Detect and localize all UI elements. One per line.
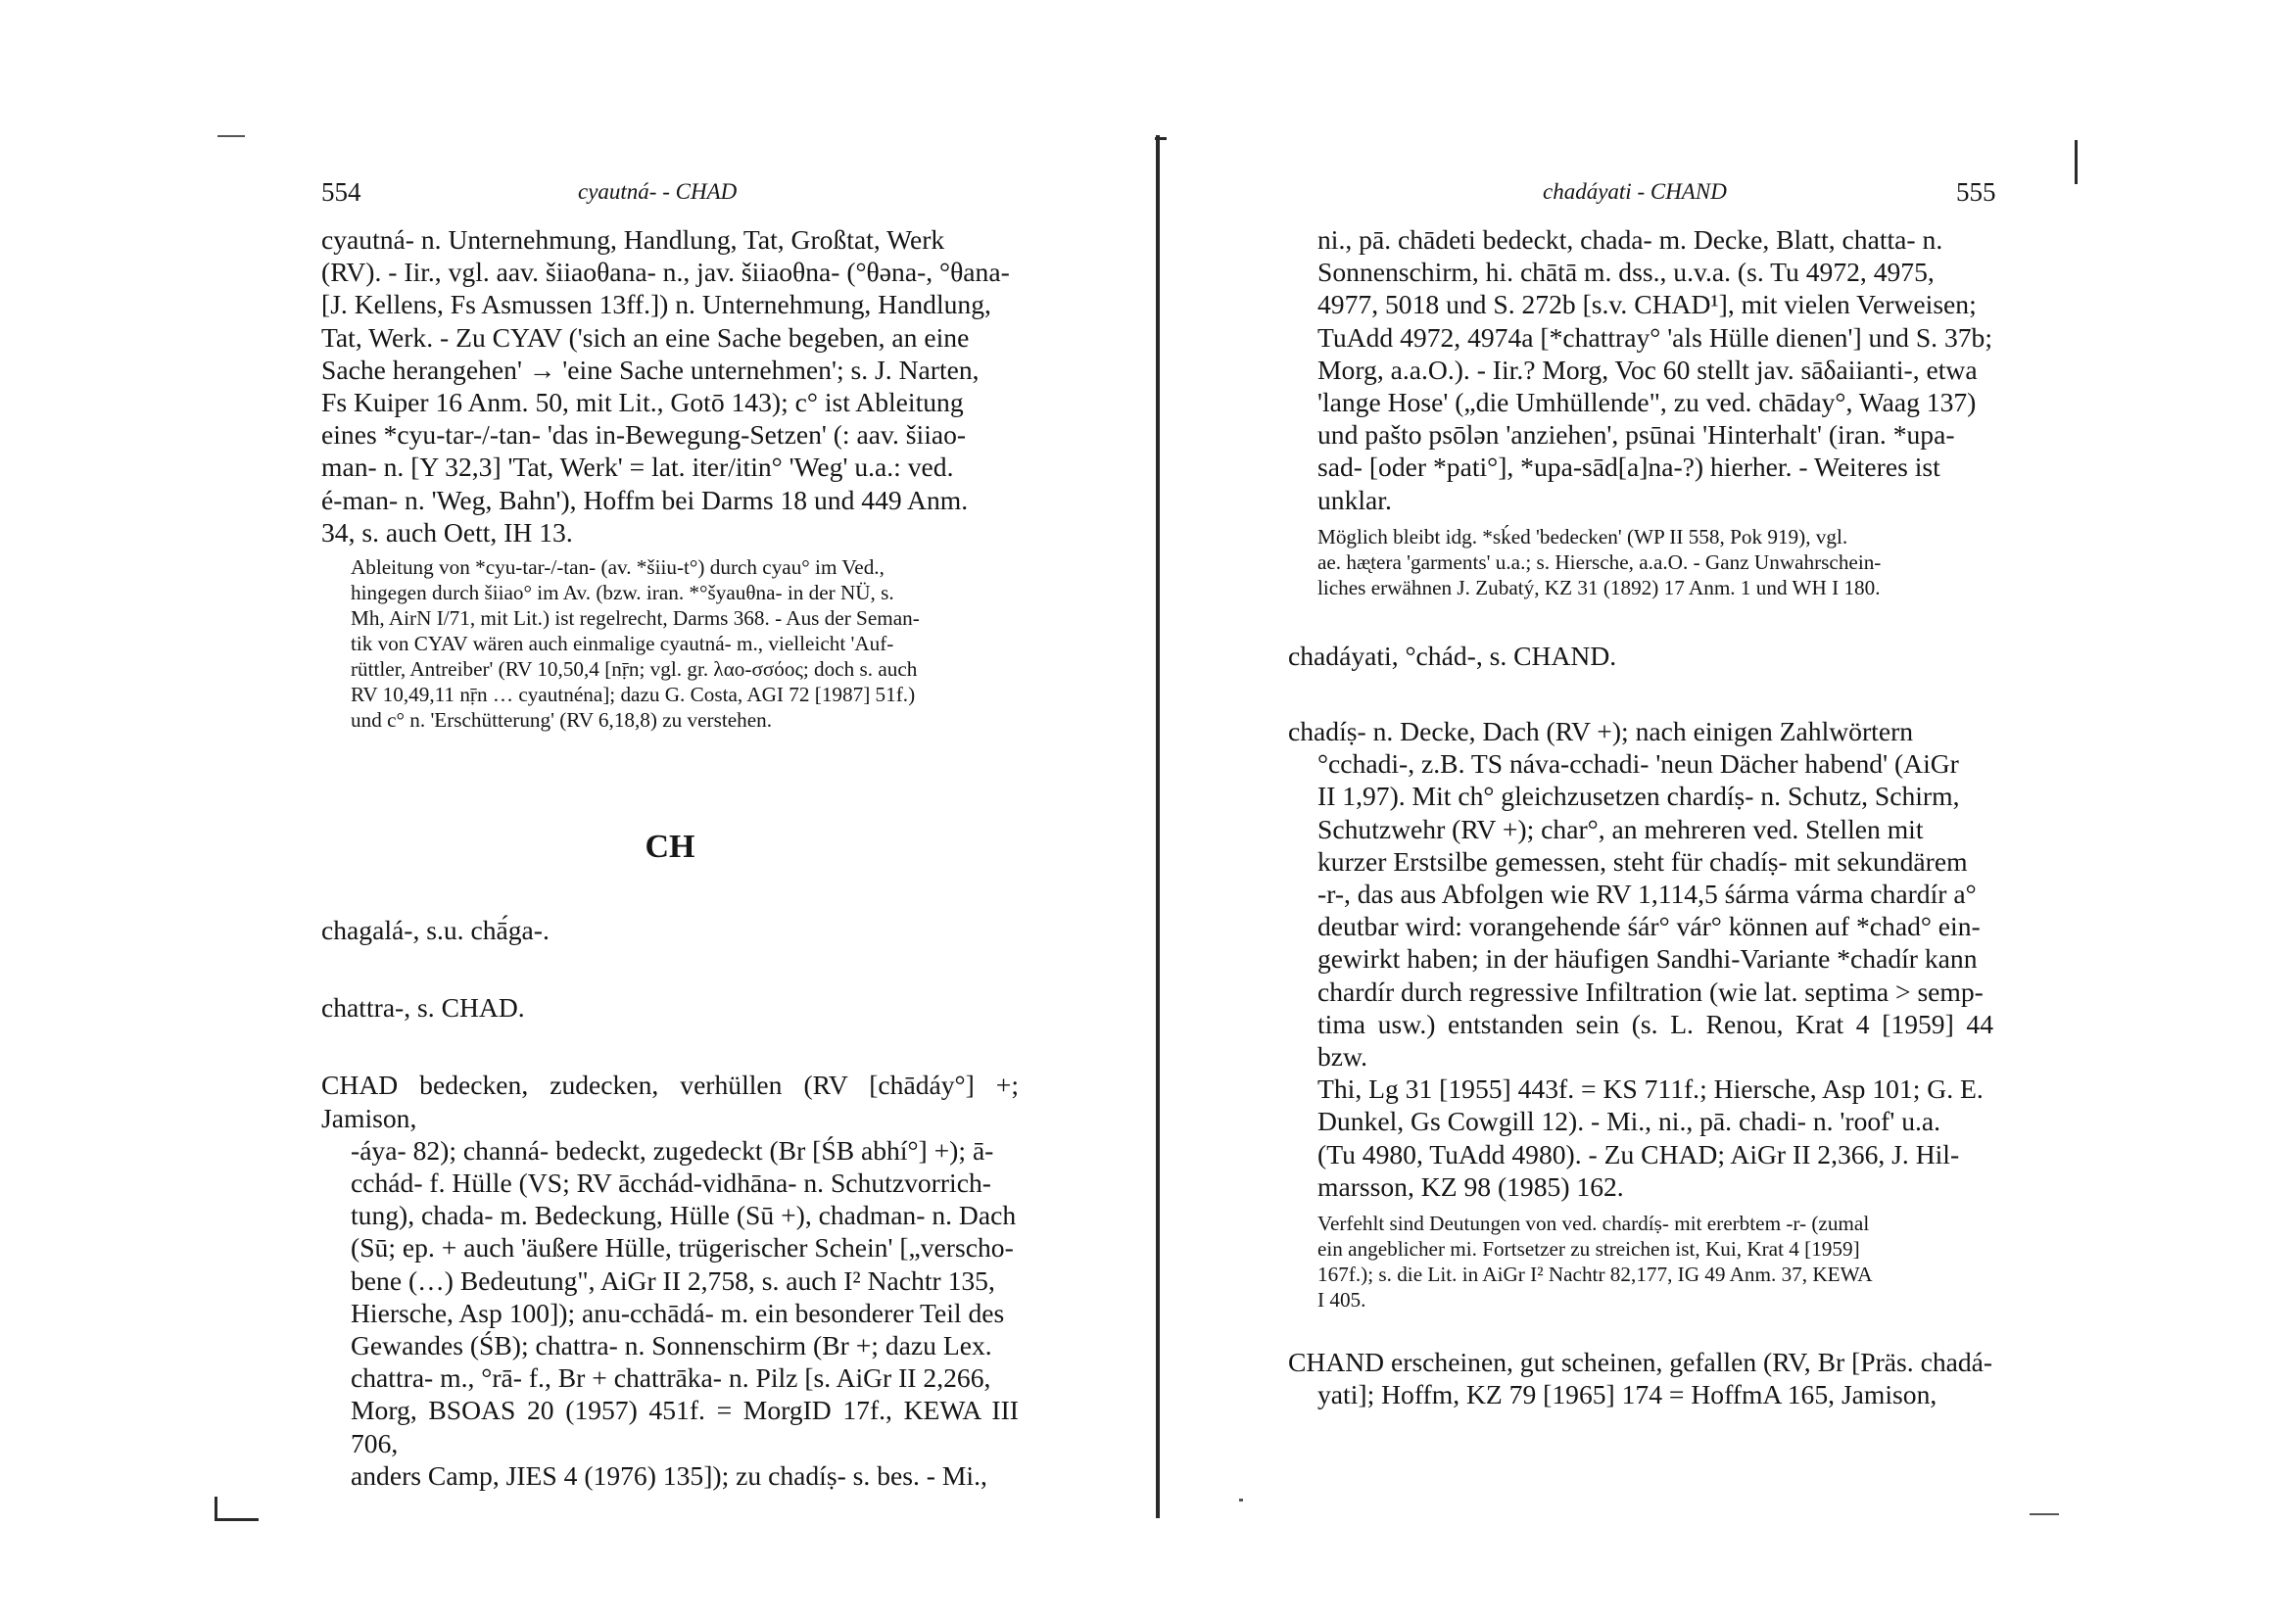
entry-chagala: chagalá-, s.u. chā́ga-. bbox=[321, 915, 550, 946]
entry-cyautna bbox=[321, 223, 1019, 549]
note-line: rüttler, Antreiber' (RV 10,50,4 [nṝn; vgl. gr. λαο-σσόος; doch s. auch bbox=[351, 657, 918, 682]
text-line: sad- [oder *pati°], *upa-sād[a]na-?) hierher. - Weiteres ist bbox=[1317, 452, 1940, 483]
text-line: CHAD bedecken, zudecken, verhüllen (RV [chādáy°] +; Jamison, bbox=[321, 1070, 1019, 1133]
text-line: °cchadi-, z.B. TS náva-cchadi- 'neun Dächer habend' (AiGr bbox=[1317, 748, 1959, 780]
note-line: 167f.); s. die Lit. in AiGr I² Nachtr 82,177, IG 49 Anm. 37, KEWA bbox=[1317, 1263, 1873, 1287]
right-text-column bbox=[1288, 223, 1993, 1410]
text-line: deutbar wird: vorangehende śár° vár° können auf *chad° ein- bbox=[1317, 911, 1981, 942]
note-line: liches erwähnen J. Zubatý, KZ 31 (1892) 17 Anm. 1 und WH I 180. bbox=[1317, 575, 1881, 599]
text-line: CHAND erscheinen, gut scheinen, gefallen (RV, Br [Präs. chadá- bbox=[1288, 1347, 1993, 1378]
note-line: Mh, AirN I/71, mit Lit.) ist regelrecht, Darms 368. - Aus der Seman- bbox=[351, 606, 920, 631]
text-line: -áya- 82); channá- bedeckt, zugedeckt (Br [ŚB abhí°] +); ā- bbox=[351, 1134, 994, 1166]
text-line: man- n. [Y 32,3] 'Tat, Werk' = lat. iter/itin° 'Weg' u.a.: ved. bbox=[321, 452, 954, 483]
text-line: 4977, 5018 und S. 272b [s.v. CHAD¹], mit vielen Verweisen; bbox=[1317, 289, 1977, 320]
book-gutter-line bbox=[1156, 135, 1160, 1518]
footnote-cyautna bbox=[321, 554, 1019, 733]
text-line: eines *cyu-tar-/-tan- 'das in-Bewegung-Setzen' (: aav. šiiao- bbox=[321, 419, 967, 451]
text-line: TuAdd 4972, 4974a [*chattray° 'als Hülle dienen'] und S. 37b; bbox=[1317, 321, 1993, 353]
text-line: (Tu 4980, TuAdd 4980). - Zu CHAD; AiGr II 2,366, J. Hil- bbox=[1317, 1138, 1960, 1169]
text-line: unklar. bbox=[1317, 484, 1392, 515]
entry-chand bbox=[1288, 1346, 1993, 1410]
text-line: tima usw.) entstanden sein (s. L. Renou, Krat 4 [1959] 44 bzw. bbox=[1317, 1008, 1993, 1073]
text-line: chattra- m., °rā- f., Br + chattrāka- n. Pilz [s. AiGr II 2,266, bbox=[351, 1362, 991, 1394]
text-line: [J. Kellens, Fs Asmussen 13ff.]) n. Unternehmung, Handlung, bbox=[321, 289, 991, 320]
right-page bbox=[1161, 0, 2296, 1622]
note-line: I 405. bbox=[1317, 1288, 1366, 1312]
section-spacer bbox=[321, 733, 1019, 914]
text-line: gewirkt haben; in der häufigen Sandhi-Variante *chadír kann bbox=[1317, 943, 1978, 975]
entry-chad-continuation bbox=[1288, 223, 1993, 516]
text-line: Sonnenschirm, hi. chātā m. dss., u.v.a. (s. Tu 4972, 4975, bbox=[1317, 257, 1935, 288]
entry-chadayati: chadáyati, °chád-, s. CHAND. bbox=[1288, 640, 1617, 671]
entry-chattra: chattra-, s. CHAD. bbox=[321, 992, 525, 1024]
running-head: cyautná- - CHAD bbox=[578, 179, 738, 204]
text-line: (RV). - Iir., vgl. aav. šiiaoθana- n., jav. šiiaoθna- (°θəna-, °θana- bbox=[321, 257, 1010, 288]
text-line: Schutzwehr (RV +); char°, an mehreren ved. Stellen mit bbox=[1317, 813, 1924, 844]
text-line: Sache herangehen' → 'eine Sache unternehmen'; s. J. Narten, bbox=[321, 354, 980, 385]
note-line: Ableitung von *cyu-tar-/-tan- (av. *šiiu-t°) durch cyau° im Ved., bbox=[351, 555, 885, 580]
text-line: 34, s. auch Oett, IH 13. bbox=[321, 516, 573, 548]
text-line: cchád- f. Hülle (VS; RV ācchád-vidhāna- n. Schutzvorrich- bbox=[351, 1168, 991, 1199]
entry-chad bbox=[321, 1069, 1019, 1492]
text-line: -r-, das aus Abfolgen wie RV 1,114,5 śárma várma chardír a° bbox=[1317, 879, 1977, 910]
text-line: Morg, BSOAS 20 (1957) 451f. = MorgID 17f., KEWA III 706, bbox=[351, 1395, 1019, 1458]
entry-chadis bbox=[1288, 715, 1993, 1203]
text-line: Tat, Werk. - Zu CYAV ('sich an eine Sache begeben, an eine bbox=[321, 321, 970, 353]
text-line: Hiersche, Asp 100]); anu-cchādá- m. ein besonderer Teil des bbox=[351, 1297, 1005, 1328]
text-line: cyautná- n. Unternehmung, Handlung, Tat, Großtat, Werk bbox=[321, 224, 945, 255]
text-line: II 1,97). Mit ch° gleichzusetzen chardíṣ- n. Schutz, Schirm, bbox=[1317, 781, 1960, 812]
text-line: ni., pā. chādeti bedeckt, chada- m. Decke, Blatt, chatta- n. bbox=[1317, 224, 1943, 255]
text-line: chadíṣ- n. Decke, Dach (RV +); nach einigen Zahlwörtern bbox=[1288, 716, 1914, 747]
text-line: marsson, KZ 98 (1985) 162. bbox=[1317, 1170, 1624, 1202]
note-line: ein angeblicher mi. Fortsetzer zu streichen ist, Kui, Krat 4 [1959] bbox=[1317, 1237, 1860, 1262]
text-line: Thi, Lg 31 [1955] 443f. = KS 711f.; Hiersche, Asp 101; G. E. bbox=[1317, 1073, 1984, 1105]
footnote-chadis bbox=[1288, 1211, 1993, 1312]
note-line: tik von CYAV wären auch einmalige cyautná- m., vielleicht 'Auf- bbox=[351, 632, 894, 656]
note-line: Verfehlt sind Deutungen von ved. chardíṣ- mit ererbtem -r- (zumal bbox=[1317, 1212, 1870, 1236]
text-line: kurzer Erstsilbe gemessen, steht für chadíṣ- mit sekundärem bbox=[1317, 845, 1968, 877]
note-line: RV 10,49,11 nṝn … cyautnéna]; dazu G. Costa, AGI 72 [1987] 51f.) bbox=[351, 683, 916, 707]
text-line: anders Camp, JIES 4 (1976) 135]); zu chadíṣ- s. bes. - Mi., bbox=[351, 1459, 987, 1491]
left-page bbox=[0, 0, 1146, 1622]
note-line: Möglich bleibt idg. *sḱed 'bedecken' (WP II 558, Pok 919), vgl. bbox=[1317, 524, 1848, 549]
page-number: 555 bbox=[1956, 177, 1996, 207]
footnote-chad bbox=[1288, 524, 1993, 600]
text-line: (Sū; ep. + auch 'äußere Hülle, trügerischer Schein' [„verscho- bbox=[351, 1232, 1014, 1264]
text-line: tung), chada- m. Bedeckung, Hülle (Sū +), chadman- n. Dach bbox=[351, 1200, 1017, 1231]
section-heading: CH bbox=[645, 829, 695, 866]
text-line: bene (…) Bedeutung", AiGr II 2,758, s. auch I² Nachtr 135, bbox=[351, 1264, 995, 1296]
text-line: yati]; Hoffm, KZ 79 [1965] 174 = HoffmA 165, Jamison, bbox=[1317, 1379, 1937, 1410]
note-line: hingegen durch šiiao° im Av. (bzw. iran. *°šyauθna- in der NÜ, s. bbox=[351, 581, 894, 605]
text-line: 'lange Hose' („die Umhüllende", zu ved. chāday°, Waag 137) bbox=[1317, 387, 1977, 418]
text-line: Gewandes (ŚB); chattra- n. Sonnenschirm (Br +; dazu Lex. bbox=[351, 1330, 992, 1361]
page-number: 554 bbox=[321, 177, 361, 207]
running-head: chadáyati - CHAND bbox=[1543, 179, 1727, 204]
text-line: und pašto psōlən 'anziehen', psūnai 'Hinterhalt' (iran. *upa- bbox=[1317, 419, 1955, 451]
note-line: ae. hæ̨tera 'garments' u.a.; s. Hiersche, a.a.O. - Ganz Unwahrschein- bbox=[1317, 549, 1882, 574]
text-line: é-man- n. 'Weg, Bahn'), Hoffm bei Darms 18 und 449 Anm. bbox=[321, 484, 969, 515]
text-line: Dunkel, Gs Cowgill 12). - Mi., ni., pā. chadi- n. 'roof' u.a. bbox=[1317, 1106, 1941, 1137]
left-text-column bbox=[321, 223, 1019, 1492]
text-line: chardír durch regressive Infiltration (wie lat. septima > semp- bbox=[1317, 976, 1984, 1007]
text-line: Fs Kuiper 16 Anm. 50, mit Lit., Gotō 143); c° ist Ableitung bbox=[321, 387, 964, 418]
text-line: Morg, a.a.O.). - Iir.? Morg, Voc 60 stellt jav. sāδaiianti-, etwa bbox=[1317, 354, 1978, 385]
note-line: und c° n. 'Erschütterung' (RV 6,18,8) zu verstehen. bbox=[351, 708, 773, 733]
